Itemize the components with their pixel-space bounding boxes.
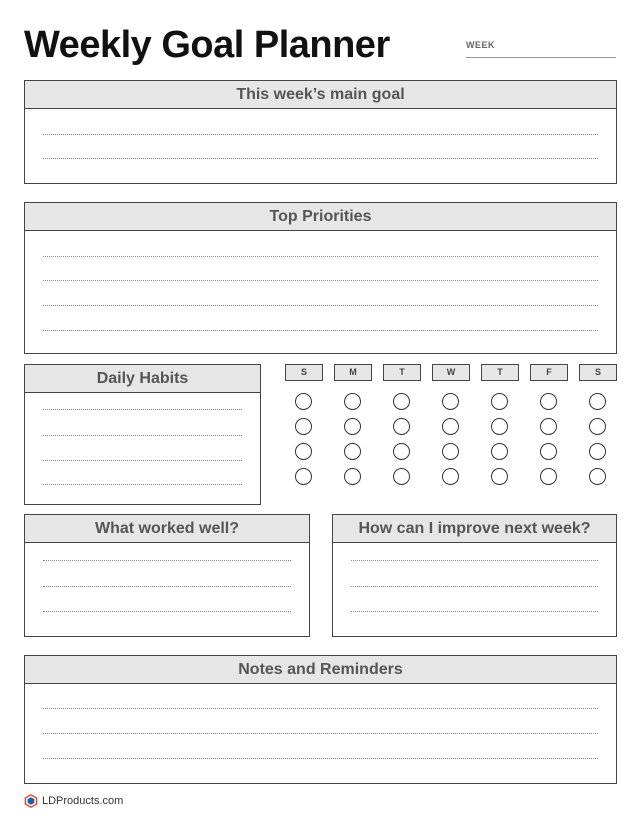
habits-heading: Daily Habits <box>25 365 260 393</box>
habit-checkbox[interactable] <box>393 468 410 485</box>
habit-day-header: T <box>383 364 421 381</box>
habit-checkbox[interactable] <box>589 443 606 460</box>
habit-checkbox[interactable] <box>393 393 410 410</box>
writing-line[interactable] <box>43 409 242 410</box>
footer-brand-name: LDProducts <box>42 795 100 807</box>
habit-checkbox[interactable] <box>491 443 508 460</box>
habit-checkbox[interactable] <box>344 418 361 435</box>
worked-well-heading: What worked well? <box>25 515 309 543</box>
habit-day-header: M <box>334 364 372 381</box>
footer-brand-domain: .com <box>99 795 124 807</box>
habit-checkbox[interactable] <box>540 468 557 485</box>
habit-checkbox[interactable] <box>393 443 410 460</box>
habit-checkbox[interactable] <box>344 443 361 460</box>
habit-checkbox[interactable] <box>393 418 410 435</box>
notes-box <box>24 655 617 784</box>
footer <box>24 793 123 809</box>
writing-line[interactable] <box>43 280 598 281</box>
writing-line[interactable] <box>43 484 242 485</box>
notes-heading: Notes and Reminders <box>25 656 616 684</box>
footer-brand[interactable] <box>42 795 123 807</box>
habit-checkbox[interactable] <box>589 418 606 435</box>
writing-line[interactable] <box>43 134 598 135</box>
priorities-heading: Top Priorities <box>25 203 616 231</box>
main-goal-heading: This week’s main goal <box>25 81 616 109</box>
writing-line[interactable] <box>351 560 598 561</box>
writing-line[interactable] <box>43 708 598 709</box>
habit-checkbox[interactable] <box>540 443 557 460</box>
habit-checkbox[interactable] <box>491 418 508 435</box>
habit-checkbox[interactable] <box>344 393 361 410</box>
habit-checkbox[interactable] <box>491 468 508 485</box>
writing-line[interactable] <box>43 460 242 461</box>
writing-line[interactable] <box>351 611 598 612</box>
week-input-line[interactable] <box>466 57 616 58</box>
improve-heading: How can I improve next week? <box>333 515 616 543</box>
habit-checkbox[interactable] <box>344 468 361 485</box>
habit-checkbox[interactable] <box>295 468 312 485</box>
writing-line[interactable] <box>43 256 598 257</box>
writing-line[interactable] <box>43 560 291 561</box>
writing-line[interactable] <box>351 586 598 587</box>
habit-day-header: S <box>579 364 617 381</box>
habit-checkbox[interactable] <box>295 443 312 460</box>
week-label: WEEK <box>466 40 495 50</box>
habit-checkbox[interactable] <box>442 443 459 460</box>
habit-checkbox[interactable] <box>540 393 557 410</box>
writing-line[interactable] <box>43 611 291 612</box>
improve-box <box>332 514 617 637</box>
ldproducts-logo-icon <box>24 794 38 808</box>
writing-line[interactable] <box>43 733 598 734</box>
habit-day-header: W <box>432 364 470 381</box>
habit-checkbox[interactable] <box>589 468 606 485</box>
habit-checkbox[interactable] <box>295 393 312 410</box>
writing-line[interactable] <box>43 158 598 159</box>
writing-line[interactable] <box>43 758 598 759</box>
habit-day-header: F <box>530 364 568 381</box>
priorities-box <box>24 202 617 354</box>
habits-box <box>24 364 261 505</box>
page-title: Weekly Goal Planner <box>24 24 390 66</box>
writing-line[interactable] <box>43 305 598 306</box>
habit-checkbox[interactable] <box>442 418 459 435</box>
habit-checkbox[interactable] <box>491 393 508 410</box>
worked-well-box <box>24 514 310 637</box>
writing-line[interactable] <box>43 435 242 436</box>
main-goal-box <box>24 80 617 184</box>
habit-checkbox[interactable] <box>589 393 606 410</box>
habit-checkbox[interactable] <box>442 468 459 485</box>
habit-day-header: S <box>285 364 323 381</box>
writing-line[interactable] <box>43 330 598 331</box>
habit-checkbox[interactable] <box>540 418 557 435</box>
habit-checkbox[interactable] <box>295 418 312 435</box>
writing-line[interactable] <box>43 586 291 587</box>
habit-day-header: T <box>481 364 519 381</box>
habit-checkbox[interactable] <box>442 393 459 410</box>
